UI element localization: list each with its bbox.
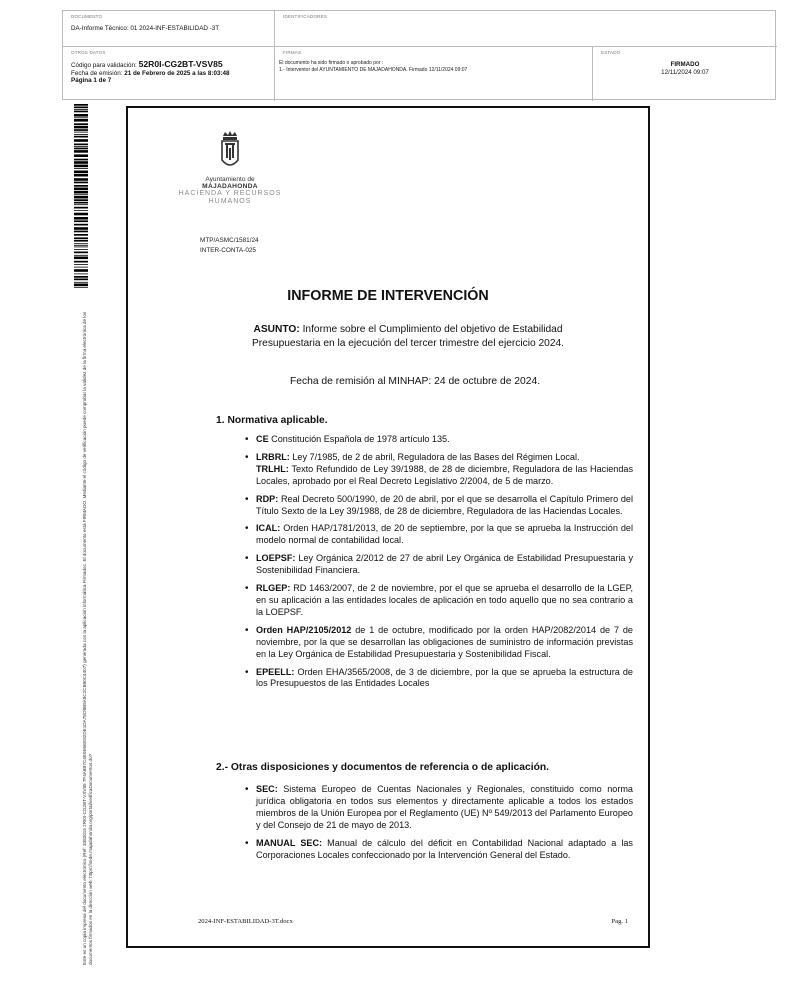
item-text: Texto Refundido de Ley 39/1988, de 28 de diciembre, Reguladora de las Haciendas Locales, aprobado por el Real Decreto Legislativo 2/2004, de 5 de marzo. bbox=[256, 463, 633, 486]
verification-sidebar-text: Este es un copia impresa del documento electrónico (Ref: 3383015 2RI0I-CG2BT-VSV85 7F4A8B7C4E0E6EE82DE1DA7ED8B5A8C2CB90C4407) generada con la aplicación informática Firmadoc. El documento está FIRMADO. Mediante el código de verificación puede comprobar la validez de la firma electrónica de los documentos firmados en la dirección web: https://sede.majadahonda.org/portal/verificaDocumentos.do? bbox=[82, 311, 94, 965]
asunto-label: ASUNTO: bbox=[253, 324, 300, 335]
item-text: Manual de cálculo del déficit en Contabilidad Nacional adaptado a las Corporaciones Locales confeccionado por la Intervención General del Estado. bbox=[256, 837, 633, 860]
fecha-emision: 21 de Febrero de 2025 a las 8:03:48 bbox=[124, 69, 230, 77]
logo-line-1: Ayuntamiento de bbox=[205, 176, 255, 183]
item-term: MANUAL SEC: bbox=[256, 837, 323, 848]
section-1-heading: 1. Normativa aplicable. bbox=[216, 415, 328, 426]
item-term: SEC: bbox=[256, 784, 278, 794]
firmas-line-1: El documento ha sido firmado o aprobado por : bbox=[279, 60, 384, 66]
codigo-label: Código para validación: bbox=[71, 62, 137, 69]
section-1-list bbox=[256, 434, 633, 696]
item-text: RD 1463/2007, de 2 de noviembre, por el que se aprueba el desarrollo de la LGEP, en su aplicación a las entidades locales de aplicación en todo aquello que no sea contrario a la LOEPSF. bbox=[256, 583, 633, 617]
item-text: Sistema Europeo de Cuentas Nacionales y Regionales, constituido como norma jurídica obligatoria en todos sus elementos y directamente aplicable a todos los estados miembros de la Unión Europea por el Reglamento (UE) Nº 549/2013 del Parlamento Europeo y del Consejo de 21 de mayo de 2013. bbox=[256, 784, 633, 830]
otros-datos-label: OTROS DATOS bbox=[71, 50, 106, 55]
footer-filename: 2024-INF-ESTABILIDAD-3T.docx bbox=[198, 918, 293, 925]
firmas-line-2: 1.- Interventor del AYUNTAMIENTO DE MAJADAHONDA. Firmado 12/11/2024 09:07 bbox=[279, 66, 468, 73]
item-term: EPEELL: bbox=[256, 666, 295, 677]
ref-line-2: INTER-CONTA-025 bbox=[200, 247, 256, 254]
asunto-block bbox=[248, 323, 568, 351]
list-item bbox=[256, 553, 633, 577]
item-text: Constitución Española de 1978 artículo 135. bbox=[268, 434, 450, 444]
page-count: Página 1 de 7 bbox=[71, 77, 112, 85]
identificadores-cell bbox=[275, 11, 777, 47]
list-item bbox=[256, 838, 633, 862]
list-item bbox=[256, 452, 633, 488]
list-item bbox=[256, 625, 633, 661]
logo-line-2: MAJADAHONDA bbox=[202, 183, 258, 190]
footer-page-number: Pag. 1 bbox=[611, 918, 628, 925]
item-text: Orden HAP/1781/2013, de 20 de septiembre, por la que se aprueba la Instrucción del modelo normal de contabilidad local. bbox=[256, 523, 633, 546]
item-term: RDP: bbox=[256, 493, 279, 504]
item-term: TRLHL: bbox=[256, 463, 289, 474]
firmas-label: FIRMAS bbox=[283, 50, 302, 55]
list-item bbox=[256, 667, 633, 691]
item-term: RLGEP: bbox=[256, 583, 291, 594]
item-term: LRBRL: bbox=[256, 451, 290, 462]
item-text: Ley Orgánica 2/2012 de 27 de abril Ley Orgánica de Estabilidad Presupuestaria y Sostenibilidad Financiera. bbox=[256, 553, 633, 576]
logo-line-4: HUMANOS bbox=[208, 198, 252, 205]
document-heading: INFORME DE INTERVENCIÓN bbox=[287, 288, 489, 304]
estado-cell bbox=[593, 47, 777, 101]
document-title: DA-Informe Técnico: 01 2024-INF-ESTABILIDAD -3T bbox=[71, 25, 220, 32]
list-item bbox=[256, 583, 633, 619]
reference-codes bbox=[200, 236, 259, 256]
firmas-cell bbox=[275, 47, 593, 101]
item-text: Ley 7/1985, de 2 de abril, Reguladora de las Bases del Régimen Local. bbox=[289, 451, 580, 462]
section-2-list bbox=[256, 784, 633, 867]
documento-label: DOCUMENTO bbox=[71, 14, 103, 19]
otros-datos-cell bbox=[63, 47, 275, 101]
identificadores-label: IDENTIFICADORES bbox=[283, 14, 328, 19]
list-item bbox=[256, 434, 633, 446]
item-text: Real Decreto 500/1990, de 20 de abril, por el que se desarrolla el Capítulo Primero del Título Sexto de la Ley 39/1988, de 28 de diciembre, Reguladora de las Haciendas Locales. bbox=[256, 493, 633, 516]
list-item bbox=[256, 523, 633, 547]
barcode-icon bbox=[74, 104, 88, 288]
item-text: de 1 de octubre, modificado por la orden HAP/2082/2014 de 7 de noviembre, por la que se desarrollan las obligaciones de suministro de información previstas en la Ley Orgánica de Estabilidad Presupuestaria y Sostenibilidad Fiscal. bbox=[256, 624, 633, 659]
municipality-logo bbox=[172, 130, 288, 206]
estado-date: 12/11/2024 09:07 bbox=[661, 69, 709, 76]
documento-cell bbox=[63, 11, 275, 47]
item-term: CE bbox=[256, 434, 269, 444]
estado-label: ESTADO bbox=[601, 50, 621, 55]
item-text: Orden EHA/3565/2008, de 3 de diciembre, por la que se aprueba la estructura de los Presupuestos de las Entidades Locales bbox=[256, 666, 633, 689]
ref-line-1: MTP/ASMC/1581/24 bbox=[200, 237, 259, 244]
fecha-emision-label: Fecha de emisión: bbox=[71, 69, 123, 77]
logo-line-3: HACIENDA Y RECURSOS bbox=[178, 190, 282, 197]
fecha-remision: Fecha de remisión al MINHAP: 24 de octubre de 2024. bbox=[289, 376, 541, 387]
coat-of-arms-icon bbox=[217, 130, 243, 174]
item-term: ICAL: bbox=[256, 523, 281, 534]
validation-code: 52R0I-CG2BT-VSV85 bbox=[138, 59, 223, 69]
item-term: LOEPSF: bbox=[256, 553, 296, 564]
section-2-heading: 2.- Otras disposiciones y documentos de referencia o de aplicación. bbox=[216, 762, 550, 773]
document-page bbox=[126, 106, 650, 948]
list-item bbox=[256, 784, 633, 832]
list-item bbox=[256, 494, 633, 518]
item-term: Orden HAP/2105/2012 bbox=[256, 624, 352, 635]
document-info-table bbox=[62, 10, 776, 100]
asunto-text: Informe sobre el Cumplimiento del objetivo de Estabilidad Presupuestaria en la ejecución del tercer trimestre del ejercicio 2024. bbox=[251, 324, 564, 349]
estado-value: FIRMADO bbox=[670, 61, 700, 68]
